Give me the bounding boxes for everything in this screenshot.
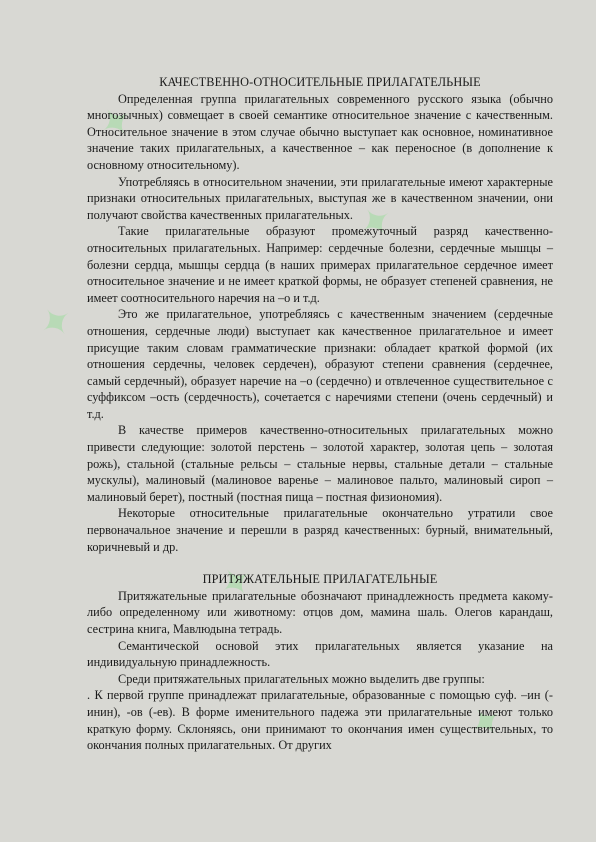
paragraph: В качестве примеров качественно-относительных прилагательных можно привести следующие: золотой перстень – золотой характер, золотая цепь – золотая рожь), стальной (стальные рельсы – стальные нервы, стальные детали – стальные мускулы), малиновый (малиновое варенье – малиновое пальто, малиновый сироп – малиновый берет), постный (постная пища – постная физиономия). <box>87 423 553 504</box>
paragraph: Такие прилагательные образуют промежуточный разряд качественно-относительных прилагательных. Например: сердечные болезни, сердечные мышцы – болезни сердца, мышцы сердца (в наших примерах прилагательное сердечное имеет относительное значение и не имеет краткой формы, не образует степеней сравнения, не имеет соотносительного наречия на –о и т.д. <box>87 224 553 305</box>
paragraph: Некоторые относительные прилагательные окончательно утратили свое первоначальное значение и перешли в разряд качественных: бурный, внимательный, коричневый и др. <box>87 506 553 554</box>
paragraph: . К первой группе принадлежат прилагательные, образованные с помощью суф. –ин (-инин), -ов (-ев). В форме именительного падежа эти прилагательные имеют только краткую форму. Склоняясь, они принимают то окончания имен существительных, то окончания полных прилагательных. От других <box>87 688 553 753</box>
paragraph: Среди притяжательных прилагательных можно выделить две группы: <box>118 671 485 686</box>
watermark-mark: ✦ <box>209 554 264 612</box>
section-title-possessive: ПРИТЯЖАТЕЛЬНЫЕ ПРИЛАГАТЕЛЬНЫЕ <box>202 572 438 587</box>
watermark-mark: ✦ <box>29 294 84 352</box>
watermark-mark: ✦ <box>349 194 404 252</box>
paragraph: Определенная группа прилагательных современного русского языка (обычно многозычных) совмещает в своей семантике относительное значение с качественным. Относительное значение в этом случае обычно выступает как основное, номинативное значение таких прилагательных, а качественное – как переносное (в дополнение к основному относительному). <box>87 91 553 172</box>
watermark-mark: ✦ <box>89 94 144 152</box>
paragraph: Семантической основой этих прилагательных является указание на индивидуальную принадлежность. <box>87 638 553 670</box>
paragraph: Притяжательные прилагательные обозначают принадлежность предмета какому-либо определенному или животному: отцов дом, мамина шаль. Олегов карандаш, сестрина книга, Мавлюдына тетрадь. <box>87 588 553 636</box>
section-title-qualitative-relative: КАЧЕСТВЕННО-ОТНОСИТЕЛЬНЫЕ ПРИЛАГАТЕЛЬНЫЕ <box>159 75 481 89</box>
paragraph: Это же прилагательное, употребляясь с качественным значением (сердечные отношения, сердечные люди) выступает как качественное прилагательное и имеет присущие таким словам грамматические признаки: обладает краткой формой (их отношения сердечны, человек сердечен), образуют степени сравнения (сердечнее, самый сердечный), образует наречие на –о (сердечно) и отвлеченное существительное с суффиксом –ость (сердечность), сочетается с наречиями степени (очень сердечный) и т.д. <box>87 307 553 421</box>
paragraph: Употребляясь в относительном значении, эти прилагательные имеют характерные признаки относительных прилагательных, выступая же в качественном значении, они получают свойства качественных прилагательных. <box>87 174 553 222</box>
document-page <box>87 74 553 754</box>
watermark-mark: ✦ <box>459 694 514 752</box>
